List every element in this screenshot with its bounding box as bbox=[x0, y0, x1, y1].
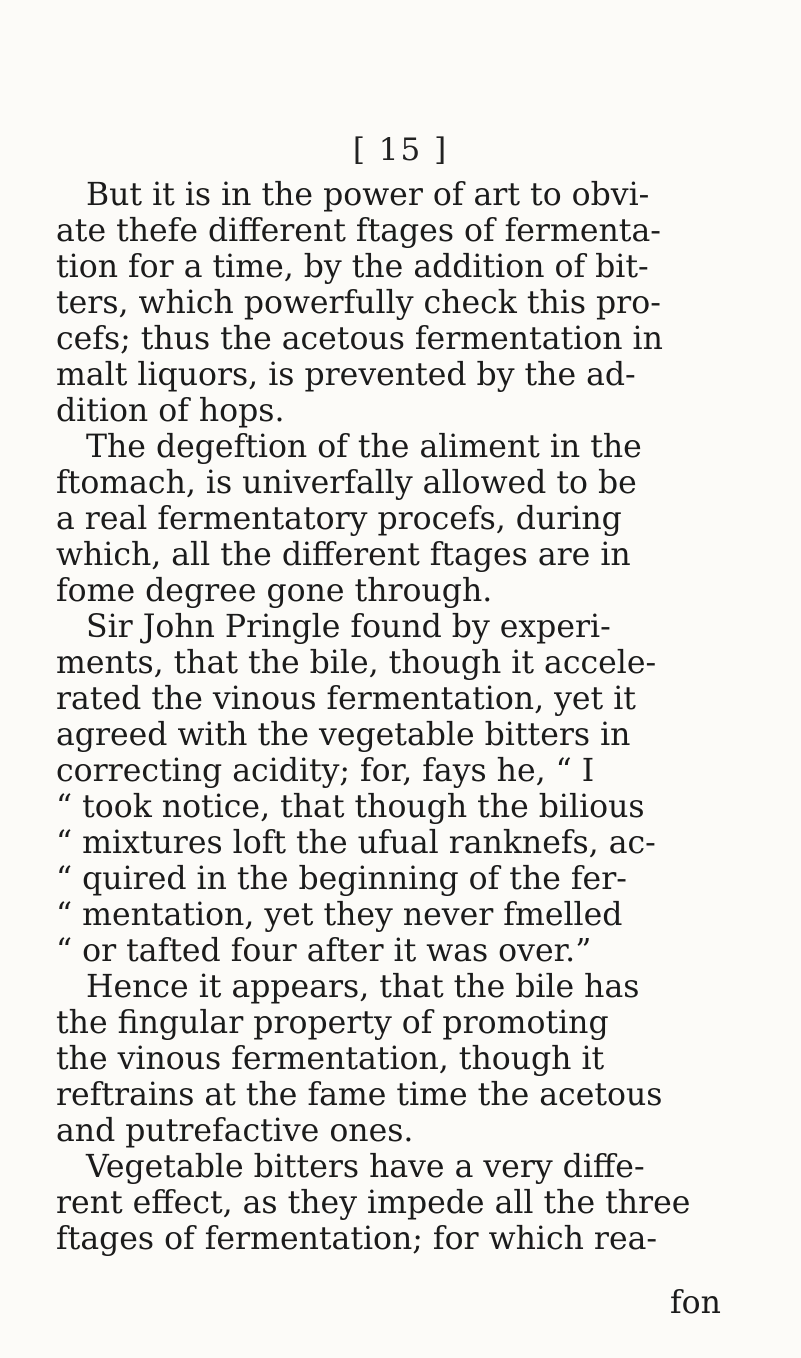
text-line: reftrains at the fame time the acetous bbox=[56, 1077, 663, 1113]
text-line: agreed with the vegetable bitters in bbox=[56, 717, 631, 753]
text-line: ftages of fermentation; for which rea- bbox=[56, 1221, 658, 1257]
text-line: “ mentation, yet they never fmelled bbox=[56, 897, 623, 933]
text-line: the fingular property of promoting bbox=[56, 1005, 609, 1041]
text-line: “ took notice, that though the bilious bbox=[56, 789, 645, 825]
text-line: The degeftion of the aliment in the bbox=[86, 429, 642, 465]
text-line: and putrefactive ones. bbox=[56, 1113, 414, 1149]
text-line: ments, that the bile, though it accele- bbox=[56, 645, 657, 681]
text-line: ftomach, is univerfally allowed to be bbox=[56, 465, 637, 501]
text-line: a real fermentatory procefs, during bbox=[56, 501, 622, 537]
text-line: ate thefe different ftages of fermenta- bbox=[56, 213, 661, 249]
text-line: But it is in the power of art to obvi- bbox=[86, 177, 650, 213]
text-line: Sir John Pringle found by experi- bbox=[86, 609, 611, 645]
text-line: “ or tafted four after it was over.” bbox=[56, 933, 592, 969]
text-line: dition of hops. bbox=[56, 393, 285, 429]
text-line: malt liquors, is prevented by the ad- bbox=[56, 357, 636, 393]
text-line: correcting acidity; for, fays he, “ I bbox=[56, 753, 595, 789]
text-line: fome degree gone through. bbox=[56, 573, 493, 609]
catchword: fon bbox=[670, 1285, 721, 1321]
text-line: which, all the different ftages are in bbox=[56, 537, 631, 573]
text-line: “ mixtures loft the ufual ranknefs, ac- bbox=[56, 825, 656, 861]
text-line: tion for a time, by the addition of bit- bbox=[56, 249, 649, 285]
text-line: “ quired in the beginning of the fer- bbox=[56, 861, 627, 897]
text-line: Vegetable bitters have a very diffe- bbox=[86, 1149, 645, 1185]
text-line: the vinous fermentation, though it bbox=[56, 1041, 605, 1077]
text-line: rent effect, as they impede all the three bbox=[56, 1185, 691, 1221]
text-line: Hence it appears, that the bile has bbox=[86, 969, 640, 1005]
text-line: cefs; thus the acetous fermentation in bbox=[56, 321, 663, 357]
text-line: rated the vinous fermentation, yet it bbox=[56, 681, 636, 717]
text-line: ters, which powerfully check this pro- bbox=[56, 285, 661, 321]
page-number-header: [ 15 ] bbox=[352, 132, 449, 168]
